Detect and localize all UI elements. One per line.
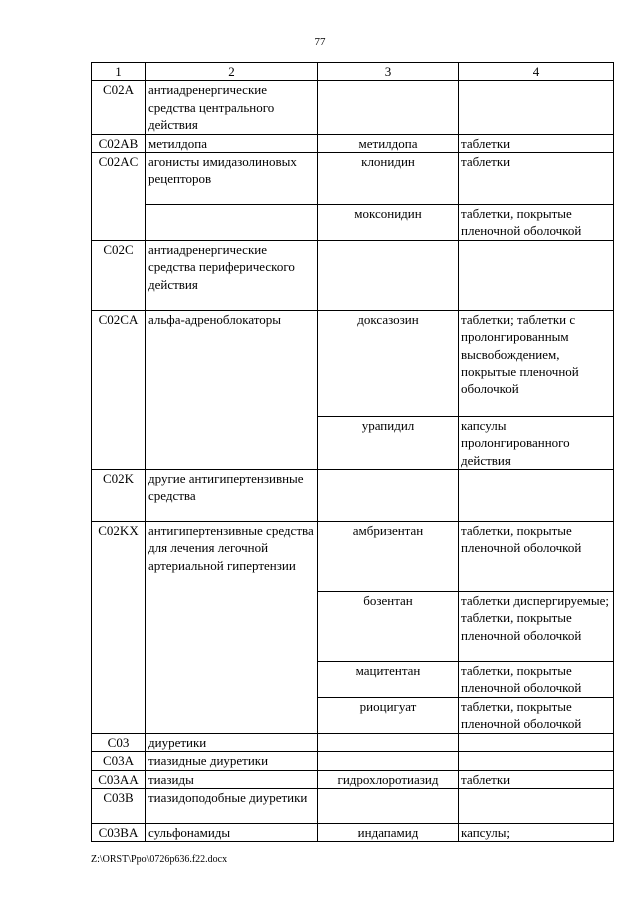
substance-cell [318, 470, 459, 522]
substance-cell: бозентан [318, 592, 459, 662]
header-col-1: 1 [92, 63, 146, 81]
substance-cell [318, 81, 459, 134]
dosage-form-cell: таблетки, покрытые пленочной оболочкой [459, 522, 614, 592]
table-row [92, 470, 614, 522]
dosage-form-cell: таблетки [459, 153, 614, 205]
substance-cell [318, 240, 459, 310]
atc-code-cell: C03 [92, 733, 146, 751]
group-name-cell: антиадренергические средства периферического действия [146, 240, 318, 310]
substance-cell: клонидин [318, 153, 459, 205]
substance-cell [318, 788, 459, 823]
group-name-cell: тиазидные диуретики [146, 752, 318, 770]
atc-code-cell: C03AA [92, 770, 146, 788]
dosage-form-cell [459, 81, 614, 134]
table-row [92, 752, 614, 770]
atc-code-cell: C02C [92, 240, 146, 310]
group-name-cell [146, 205, 318, 241]
table-row [92, 823, 614, 841]
dosage-form-cell [459, 752, 614, 770]
dosage-form-cell [459, 240, 614, 310]
substance-cell: мацитентан [318, 662, 459, 698]
group-name-cell: антиадренергические средства центрального действия [146, 81, 318, 134]
substance-cell: индапамид [318, 823, 459, 841]
dosage-form-cell: таблетки, покрытые пленочной оболочкой [459, 205, 614, 241]
dosage-form-cell: капсулы; [459, 823, 614, 841]
table-row [92, 134, 614, 152]
dosage-form-cell: капсулы пролонгированного действия [459, 416, 614, 469]
header-col-3: 3 [318, 63, 459, 81]
dosage-form-cell [459, 470, 614, 522]
atc-code-cell: C02AB [92, 134, 146, 152]
table-row [92, 770, 614, 788]
atc-code-cell: C02K [92, 470, 146, 522]
atc-code-cell: C03A [92, 752, 146, 770]
dosage-form-cell [459, 788, 614, 823]
footer-file-path: Z:\ORST\Ppo\0726p636.f22.docx [91, 854, 228, 865]
page-number: 77 [314, 36, 326, 48]
group-name-cell: сульфонамиды [146, 823, 318, 841]
table-row [92, 240, 614, 310]
table-row [92, 788, 614, 823]
dosage-form-cell: таблетки диспергируемые; таблетки, покрытые пленочной оболочкой [459, 592, 614, 662]
table-row [92, 310, 614, 416]
header-col-4: 4 [459, 63, 614, 81]
group-name-cell: агонисты имидазолиновых рецепторов [146, 153, 318, 205]
table-row [92, 522, 614, 592]
substance-cell: метилдопа [318, 134, 459, 152]
atc-code-cell: C02AC [92, 153, 146, 241]
substance-cell [318, 733, 459, 751]
atc-code-cell: C02A [92, 81, 146, 134]
dosage-form-cell: таблетки [459, 134, 614, 152]
substance-cell: доксазозин [318, 310, 459, 416]
drug-table [91, 62, 614, 842]
table-row [92, 153, 614, 205]
table-row [92, 81, 614, 134]
dosage-form-cell: таблетки, покрытые пленочной оболочкой [459, 697, 614, 733]
header-row [92, 63, 614, 81]
atc-code-cell: C02KX [92, 522, 146, 734]
dosage-form-cell: таблетки [459, 770, 614, 788]
group-name-cell: тиазиды [146, 770, 318, 788]
group-name-cell: альфа-адреноблокаторы [146, 310, 318, 469]
atc-code-cell: C02CA [92, 310, 146, 469]
group-name-cell: метилдопа [146, 134, 318, 152]
group-name-cell: тиазидоподобные диуретики [146, 788, 318, 823]
substance-cell: амбризентан [318, 522, 459, 592]
dosage-form-cell: таблетки, покрытые пленочной оболочкой [459, 662, 614, 698]
substance-cell [318, 752, 459, 770]
substance-cell: риоцигуат [318, 697, 459, 733]
substance-cell: моксонидин [318, 205, 459, 241]
dosage-form-cell [459, 733, 614, 751]
substance-cell: гидрохлоротиазид [318, 770, 459, 788]
group-name-cell: диуретики [146, 733, 318, 751]
substance-cell: урапидил [318, 416, 459, 469]
atc-code-cell: C03BA [92, 823, 146, 841]
dosage-form-cell: таблетки; таблетки с пролонгированным высвобождением, покрытые пленочной оболочкой [459, 310, 614, 416]
group-name-cell: другие антигипертензивные средства [146, 470, 318, 522]
table-body [92, 81, 614, 842]
atc-code-cell: C03B [92, 788, 146, 823]
table-row [92, 205, 614, 241]
table-row [92, 733, 614, 751]
group-name-cell: антигипертензивные средства для лечения легочной артериальной гипертензии [146, 522, 318, 734]
header-col-2: 2 [146, 63, 318, 81]
